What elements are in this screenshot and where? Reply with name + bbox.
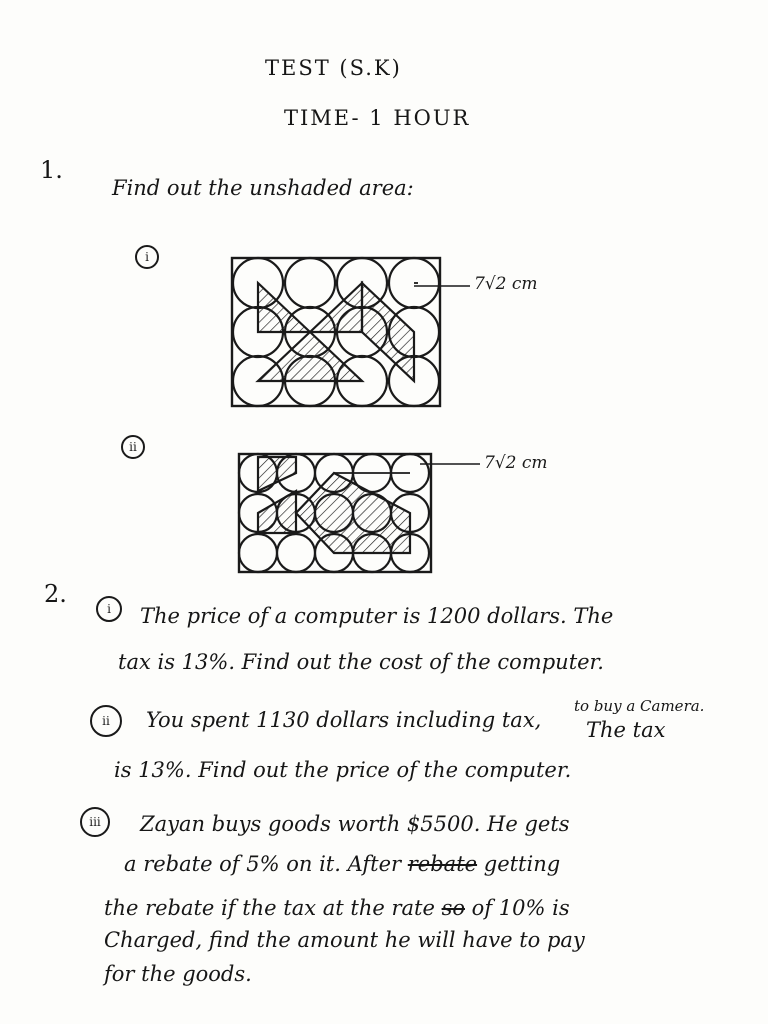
- figure-ii-measure: 7√2 cm: [484, 453, 548, 473]
- part-1-ii-marker: ii: [121, 435, 145, 459]
- figure-ii: [236, 451, 434, 575]
- question-2-number: 2.: [44, 580, 67, 608]
- q2-iii-line-2-a: a rebate of 5% on it. After: [124, 852, 402, 876]
- q2-i-line-2: tax is 13%. Find out the cost of the computer.: [118, 650, 604, 674]
- part-2-ii-marker: ii: [90, 705, 122, 737]
- q2-iii-line-3-struck: so: [441, 896, 465, 920]
- q2-ii-line-2: is 13%. Find out the price of the computer.: [114, 758, 572, 782]
- part-2-i-marker: i: [96, 596, 122, 622]
- test-title: TEST (S.K): [265, 56, 402, 80]
- question-1-prompt: Find out the unshaded area:: [112, 176, 414, 200]
- figure-i-leader-line: [414, 280, 474, 292]
- q2-ii-line-1: You spent 1130 dollars including tax,: [146, 708, 542, 732]
- figure-ii-leader-line: [420, 458, 484, 470]
- q2-ii-insertion: to buy a Camera.: [574, 697, 705, 715]
- figure-i-shaded-regions: [258, 283, 414, 381]
- q2-iii-line-2: [124, 852, 560, 876]
- figure-i: [228, 254, 444, 410]
- q2-iii-line-4: Charged, find the amount he will have to pay: [104, 928, 585, 952]
- q2-iii-line-2-struck: rebate: [407, 852, 478, 876]
- q2-iii-line-3: [104, 896, 570, 920]
- q2-iii-line-2-b: getting: [483, 852, 561, 876]
- figure-i-measure: 7√2 cm: [474, 274, 538, 294]
- q2-iii-line-1: Zayan buys goods worth $5500. He gets: [140, 812, 570, 836]
- test-time: TIME- 1 HOUR: [284, 106, 471, 130]
- q2-iii-line-3-b: of 10% is: [471, 896, 570, 920]
- question-1-number: 1.: [40, 156, 63, 184]
- figure-ii-shaded-regions: [258, 457, 410, 553]
- part-2-iii-marker: iii: [80, 807, 110, 837]
- part-1-i-marker: i: [135, 245, 159, 269]
- q2-ii-line-1-end: The tax: [586, 718, 666, 742]
- q2-iii-line-3-a: the rebate if the tax at the rate: [104, 896, 435, 920]
- q2-iii-line-5: for the goods.: [104, 962, 252, 986]
- q2-i-line-1: The price of a computer is 1200 dollars. The: [140, 604, 614, 628]
